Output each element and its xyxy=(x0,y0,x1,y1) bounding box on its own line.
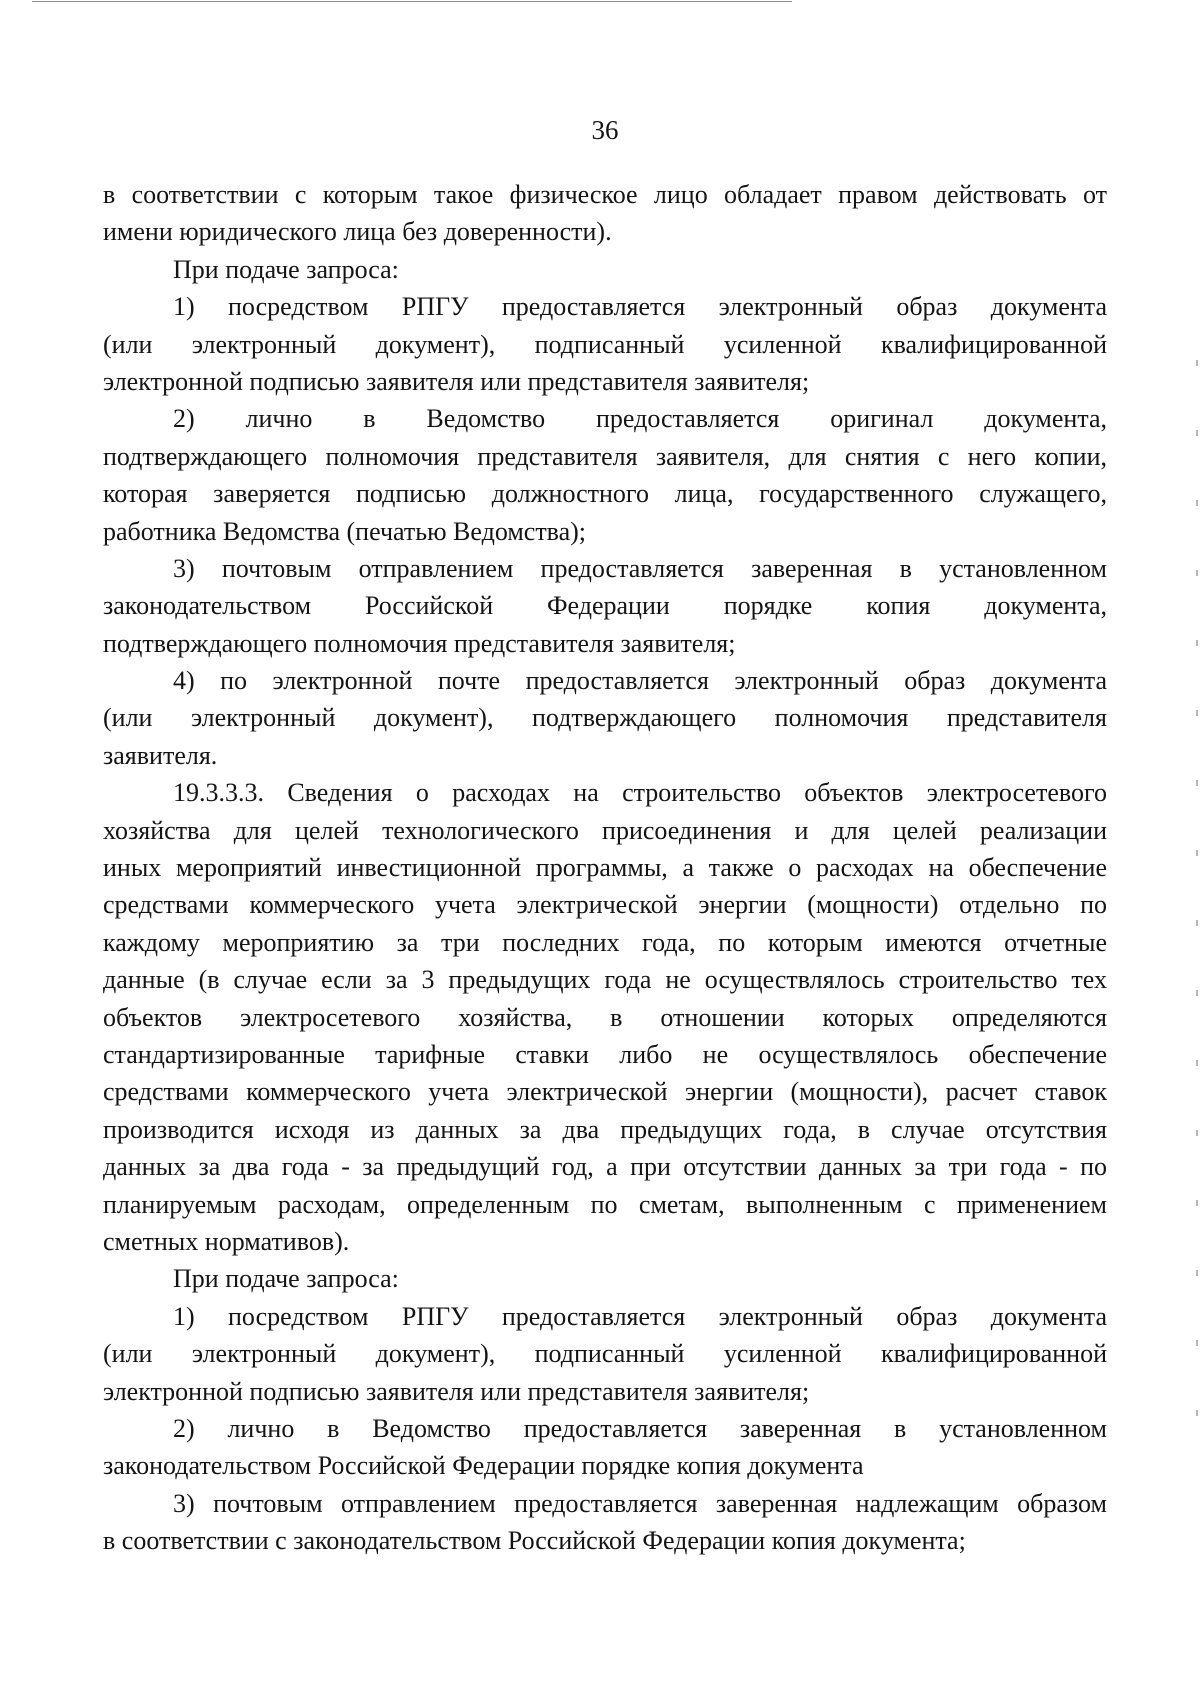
paragraph xyxy=(103,1410,1107,1485)
paragraph xyxy=(103,288,1107,400)
paragraph xyxy=(103,176,1107,251)
text-line: 1) посредством РПГУ предоставляется электронный образ документа xyxy=(173,292,1107,322)
text-line: 19.3.3.3. Сведения о расходах на строительство объектов электросетевого xyxy=(173,778,1107,808)
text-line: (или электронный документ), подписанный усиленной квалифицированной xyxy=(103,329,1107,359)
text-line: производится исходя из данных за два предыдущих года, в случае отсутствия xyxy=(103,1114,1107,1144)
text-line: каждому мероприятию за три последних года, по которым имеются отчетные xyxy=(103,927,1107,957)
text-line: данных за два года - за предыдущий год, а при отсутствии данных за три года - по xyxy=(103,1152,1107,1182)
paragraph xyxy=(103,400,1107,550)
paragraph xyxy=(103,1260,1107,1297)
text-line: данные (в случае если за 3 предыдущих года не осуществлялось строительство тех xyxy=(103,965,1107,995)
scan-edge-marks xyxy=(1196,360,1198,1460)
text-line: законодательством Российской Федерации порядке копия документа, xyxy=(103,591,1107,621)
text-line: 4) по электронной почте предоставляется электронный образ документа xyxy=(173,666,1107,696)
text-line: стандартизированные тарифные ставки либо не осуществлялось обеспечение xyxy=(103,1039,1107,1069)
paragraph xyxy=(103,662,1107,774)
text-line: 2) лично в Ведомство предоставляется оригинал документа, xyxy=(173,404,1107,434)
text-line: 3) почтовым отправлением предоставляется заверенная надлежащим образом xyxy=(173,1488,1107,1518)
scan-edge-line xyxy=(32,1,792,2)
text-line: объектов электросетевого хозяйства, в отношении которых определяются xyxy=(103,1002,1107,1032)
text-line: подтверждающего полномочия представителя заявителя, для снятия с него копии, xyxy=(103,441,1107,471)
text-line: иных мероприятий инвестиционной программы, а также о расходах на обеспечение xyxy=(103,853,1107,883)
text-line: законодательством Российской Федерации порядке копия документа xyxy=(103,1451,864,1481)
text-line: (или электронный документ), подтверждающего полномочия представителя xyxy=(103,703,1107,733)
text-line: электронной подписью заявителя или представителя заявителя; xyxy=(103,1376,810,1406)
text-line: работника Ведомства (печатью Ведомства); xyxy=(103,516,587,546)
text-line: заявителя. xyxy=(103,740,218,770)
text-line: средствами коммерческого учета электрической энергии (мощности) отдельно по xyxy=(103,890,1107,920)
text-line: При подаче запроса: xyxy=(173,254,399,284)
text-line: При подаче запроса: xyxy=(173,1264,399,1294)
text-line: в соответствии с законодательством Российской Федерации копия документа; xyxy=(103,1526,966,1556)
text-line: имени юридического лица без доверенности). xyxy=(103,217,612,247)
text-line: 3) почтовым отправлением предоставляется заверенная в установленном xyxy=(173,553,1107,583)
document-body xyxy=(103,176,1107,1559)
text-line: планируемым расходам, определенным по сметам, выполненным с применением xyxy=(103,1189,1107,1219)
text-line: (или электронный документ), подписанный усиленной квалифицированной xyxy=(103,1339,1107,1369)
text-line: средствами коммерческого учета электрической энергии (мощности), расчет ставок xyxy=(103,1077,1107,1107)
paragraph xyxy=(103,251,1107,288)
text-line: хозяйства для целей технологического присоединения и для целей реализации xyxy=(103,815,1107,845)
text-line: подтверждающего полномочия представителя заявителя; xyxy=(103,628,736,658)
page-number: 36 xyxy=(591,115,619,145)
text-line: 2) лично в Ведомство предоставляется заверенная в установленном xyxy=(173,1413,1107,1443)
text-line: в соответствии с которым такое физическое лицо обладает правом действовать от xyxy=(103,180,1107,209)
text-line: 1) посредством РПГУ предоставляется электронный образ документа xyxy=(173,1301,1107,1331)
paragraph xyxy=(103,550,1107,662)
paragraph xyxy=(103,1298,1107,1410)
paragraph xyxy=(103,774,1107,1260)
text-line: сметных нормативов). xyxy=(103,1226,350,1256)
text-line: электронной подписью заявителя или представителя заявителя; xyxy=(103,366,810,396)
paragraph xyxy=(103,1485,1107,1560)
text-line: которая заверяется подписью должностного лица, государственного служащего, xyxy=(103,479,1107,509)
